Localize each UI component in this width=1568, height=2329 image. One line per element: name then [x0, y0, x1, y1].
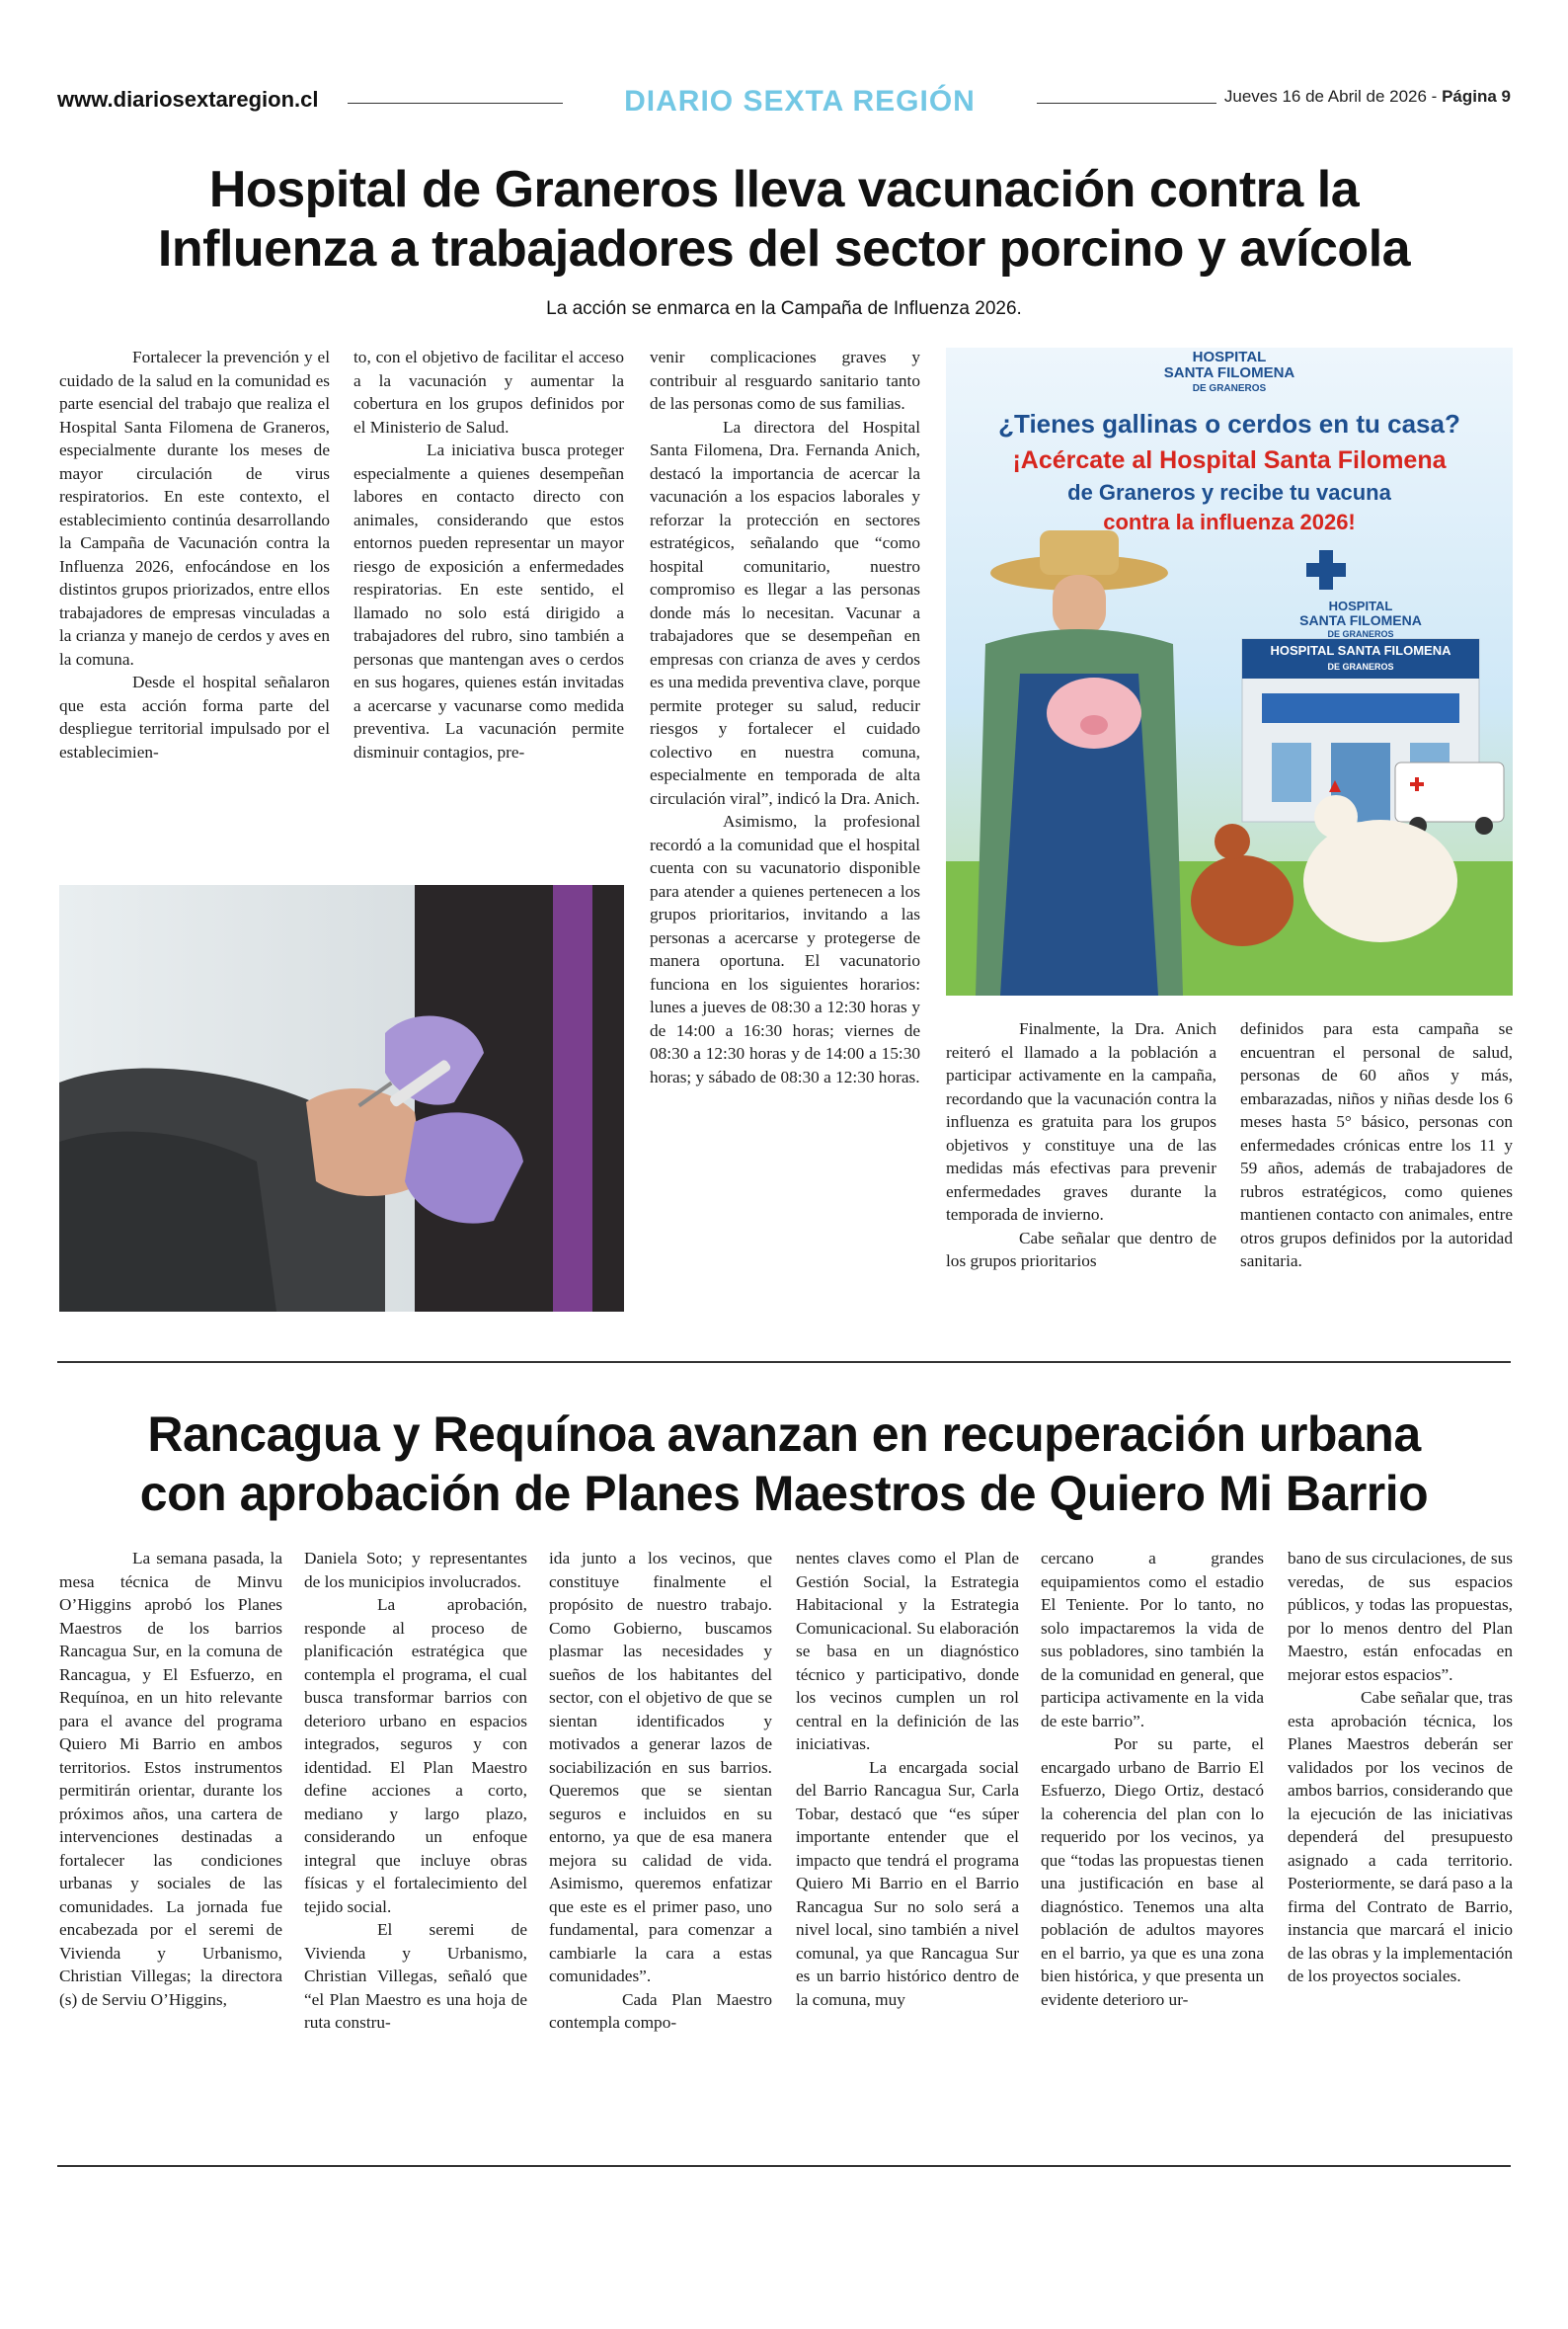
ad-line-1: ¡Acércate al Hospital Santa Filomena [1012, 446, 1447, 474]
article2-headline [39, 1405, 1529, 1523]
paragraph: La directora del Hospital Santa Filomena, Dra. Fernanda Anich, destacó la importancia de acercar la vacunación a los espacios laborales y reforzar la protección en sectores estratégicos, señalando que “como hospital comunitario, nuestro compromiso es llegar a las personas donde más lo necesitan. Vacunar a trabajadores que se desempeñan en empresas con crianza de aves y cerdos es una medida preventiva clave, porque permite proteger su salud, reducir riesgos y fortalecer el cuidado colectivo en nuestra comuna, especialmente en temporada de alta circulación viral”, indicó la Dra. Anich. [650, 417, 920, 808]
paragraph: Cabe señalar que, tras esta aprobación técnica, los Planes Maestros deberán ser validados por los vecinos de ambos barrios, considerando que la ejecución de las iniciativas dependerá del presupuesto asignado a cada territorio. Posteriormente, se dará paso a la firma del Contrato de Barrio, instancia que marcará el inicio de las obras y la implementación de los proyectos sociales. [1288, 1688, 1513, 1985]
paragraph: Asimismo, la profesional recordó a la comunidad que el hospital cuenta con su vacunatorio disponible para atender a quienes pertenecen a los grupos prioritarios, invitando a las personas a acercarse y protegerse de manera oportuna. El vacunatorio funciona en los siguientes horarios: lunes a jueves de 08:30 a 12:30 horas y de 14:00 a 16:30 horas; viernes de 08:30 a 12:30 horas y de 14:00 a 15:30 horas; y sábado de 08:30 a 12:30 horas. [650, 812, 920, 1086]
hospital-vaccine-ad [946, 348, 1513, 996]
article1-column-2 [353, 346, 624, 763]
ad-building-sign [1242, 600, 1479, 641]
article2-column-2 [304, 1547, 527, 2035]
vaccination-photo [59, 885, 624, 1312]
paragraph: Fortalecer la prevención y el cuidado de la salud en la comunidad es parte esencial del trabajo que realiza el Hospital Santa Filomena de Graneros, especialmente durante los meses de mayor circulación de virus respiratorios. En este contexto, el establecimiento continúa desarrollando la Campaña de Vacunación contra la Influenza 2026, enfocándose en los distintos grupos priorizados, entre ellos trabajadores de empresas vinculadas a la crianza y manejo de cerdos y aves en la comuna. [59, 348, 330, 669]
article2-column-3 [549, 1547, 772, 2035]
article2-headline-line1: Rancagua y Requínoa avanzan en recuperación urbana [147, 1406, 1421, 1462]
article1-subtitle: La acción se enmarca en la Campaña de Influenza 2026. [546, 298, 1022, 319]
site-url[interactable]: www.diariosextaregion.cl [57, 87, 319, 112]
paragraph: ida junto a los vecinos, que constituye finalmente el propósito de nuestro trabajo. Como Gobierno, buscamos plasmar las necesidades y sueños de los habitantes del sector, con el objetivo de que se sientan identificados y motivados a generar lazos de sociabilización en sus barrios. Queremos que se sientan seguros e incluidos en su entorno, ya que de esa manera mejora su calidad de vida. Asimismo, queremos enfatizar que este es el primer paso, uno fundamental, para comenzar a cambiarle la cara a estas comunidades”. [549, 1549, 772, 1985]
paragraph: cercano a grandes equipamientos como el estadio El Teniente. Por lo tanto, no solo impactaremos la vida de sus pobladores, sino también la de la comunidad en general, que participa activamente en la vida de este barrio”. [1041, 1549, 1264, 1730]
header-divider-right [1037, 103, 1216, 104]
issue-date [1224, 87, 1511, 107]
article1-headline [39, 160, 1529, 279]
ad-logo-line: DE GRANEROS [1192, 383, 1267, 394]
ad-banner-line: HOSPITAL SANTA FILOMENA [1270, 643, 1451, 658]
ad-sign-line: SANTA FILOMENA [1299, 612, 1422, 628]
paragraph: Daniela Soto; y representantes de los municipios involucrados. [304, 1549, 527, 1591]
paragraph: Finalmente, la Dra. Anich reiteró el llamado a la población a participar activamente en la campaña, recordando que la vacunación contra la influenza es gratuita para los grupos objetivos y constituye una de las medidas más efectivas para prevenir enfermedades graves durante la temporada de invierno. [946, 1019, 1216, 1224]
article1-headline-line1: Hospital de Graneros lleva vacunación contra la [208, 161, 1360, 218]
paragraph: nentes claves como el Plan de Gestión Social, la Estrategia Habitacional y la Estrategia Comunicacional. Su elaboración se basa en un diagnóstico técnico y participativo, donde los vecinos cumplen un rol central en la definición de las iniciativas. [796, 1549, 1019, 1753]
ad-line-3: contra la influenza 2026! [1103, 510, 1356, 534]
ad-banner-line: DE GRANEROS [1327, 662, 1394, 672]
ad-question: ¿Tienes gallinas o cerdos en tu casa? [998, 409, 1460, 439]
article1-column-5 [1240, 1017, 1513, 1273]
article2-column-1 [59, 1547, 282, 2011]
article2-column-4 [796, 1547, 1019, 2011]
article1-column-3 [650, 346, 920, 1088]
ad-logo-line: HOSPITAL [1192, 349, 1267, 365]
paragraph: definidos para esta campaña se encuentran el personal de salud, personas de 60 años y más, embarazadas, niños y niñas desde los 6 meses hasta 5° básico, personas con enfermedades crónicas entre los 11 y 59 años, además de trabajadores de rubros estratégicos, como quienes mantienen contacto con animales, entre otros grupos definidos por la autoridad sanitaria. [1240, 1019, 1513, 1270]
ad-logo-text [946, 350, 1513, 397]
ad-building-banner [1242, 643, 1479, 675]
article1-column-4 [946, 1017, 1216, 1273]
paragraph: La encargada social del Barrio Rancagua Sur, Carla Tobar, destacó que “es súper importante entender que el impacto que tendrá el programa Quiero Mi Barrio en el Barrio Rancagua Sur no solo será a nivel local, sino también a nivel comunal, ya que Rancagua Sur es un barrio histórico dentro de la comuna, muy [796, 1757, 1019, 2009]
vaccination-photo-illustration [59, 885, 624, 1312]
paragraph: bano de sus circulaciones, de sus veredas, de sus espacios públicos, y todas las propuestas, por lo menos dentro del Plan Maestro, están enfocadas en mejorar estos espacios”. [1288, 1549, 1513, 1684]
paragraph: Desde el hospital señalaron que esta acción forma parte del despliegue territorial impulsado por el establecimien- [59, 673, 330, 762]
page-number: Página 9 [1442, 87, 1511, 106]
paragraph: Por su parte, el encargado urbano de Barrio El Esfuerzo, Diego Ortiz, destacó la coherencia del plan con lo requerido por los vecinos, ya que “todas las propuestas tienen una justificación en base al diagnóstico. Tenemos una alta población de adultos mayores en el barrio, ya que es una zona bien histórica, y que presenta un evidente deterioro ur- [1041, 1734, 1264, 2009]
ad-sign-line: HOSPITAL [1328, 599, 1393, 613]
bottom-divider [57, 2165, 1511, 2167]
article1-headline-line2: Influenza a trabajadores del sector porcino y avícola [157, 220, 1411, 278]
article2-column-6 [1288, 1547, 1513, 1988]
ad-logo-line: SANTA FILOMENA [1163, 364, 1295, 381]
issue-date-text: Jueves 16 de Abril de 2026 - [1223, 87, 1438, 106]
paragraph: to, con el objetivo de facilitar el acceso a la vacunación y aumentar la cobertura en los grupos definidos por el Ministerio de Salud. [353, 348, 624, 437]
paragraph: La aprobación, responde al proceso de planificación estratégica que contempla el programa, el cual busca transformar barrios con deterioro urbano en espacios integrados, seguros y con identidad. El Plan Maestro define acciones a corto, mediano y largo plazo, considerando un enfoque integral que incluye obras físicas y el fortalecimiento del tejido social. [304, 1595, 527, 1916]
ad-sign-line: DE GRANEROS [1327, 629, 1394, 639]
article2-column-5 [1041, 1547, 1264, 2011]
paragraph: Cada Plan Maestro contempla compo- [549, 1989, 772, 2032]
article1-column-1 [59, 346, 330, 763]
paragraph: Cabe señalar que dentro de los grupos prioritarios [946, 1228, 1216, 1270]
paragraph: La iniciativa busca proteger especialmente a quienes desempeñan labores en contacto directo con animales, considerando que estos entornos pueden representar un mayor riesgo de exposición a enfermedades respiratorias. En este sentido, el llamado no solo está dirigido a trabajadores del rubro, sino también a personas que mantengan aves o cerdos en sus hogares, quienes están invitadas a acercarse y vacunarse como medida preventiva. La vacunación permite disminuir contagios, pre- [353, 441, 624, 762]
paragraph: La semana pasada, la mesa técnica de Minvu O’Higgins aprobó los Planes Maestros de los barrios Rancagua Sur, en la comuna de Rancagua, y El Esfuerzo, en Requínoa, en un hito relevante para el avance del programa Quiero Mi Barrio en ambos territorios. Estos instrumentos permitirán orientar, durante los próximos años, una cartera de intervenciones destinadas a fortalecer las condiciones urbanas y sociales de las comunidades. La jornada fue encabezada por el seremi de Vivienda y Urbanismo, Christian Villegas; la directora (s) de Serviu O’Higgins, [59, 1549, 282, 2009]
paragraph: venir complicaciones graves y contribuir al resguardo sanitario tanto de las personas como de sus familias. [650, 348, 920, 413]
article2-headline-line2: con aprobación de Planes Maestros de Quiero Mi Barrio [139, 1466, 1429, 1521]
header-divider-left [348, 103, 563, 104]
paragraph: El seremi de Vivienda y Urbanismo, Christian Villegas, señaló que “el Plan Maestro es una hoja de ruta constru- [304, 1920, 527, 2032]
ad-line-2: de Graneros y recibe tu vacuna [1067, 480, 1391, 505]
section-divider [57, 1361, 1511, 1363]
newspaper-brand: DIARIO SEXTA REGIÓN [624, 85, 976, 118]
